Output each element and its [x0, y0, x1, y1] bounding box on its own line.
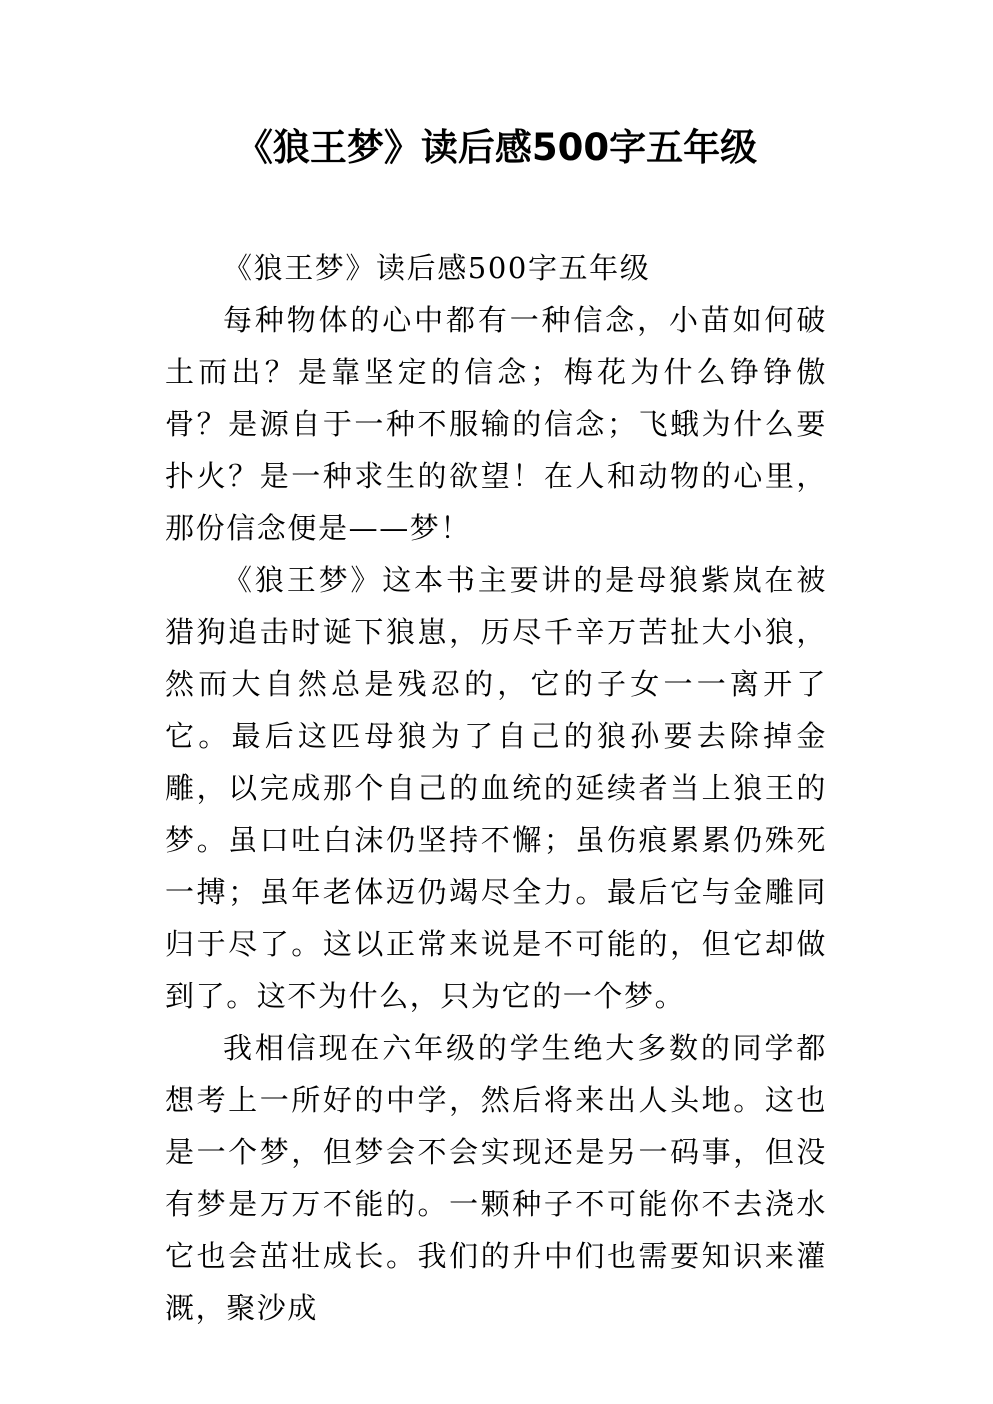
paragraph-intro: 每种物体的心中都有一种信念，小苗如何破土而出？是靠坚定的信念；梅花为什么铮铮傲骨？是源自于一种不服输的信念；飞蛾为什么要扑火？是一种求生的欲望！在人和动物的心里，那份信念便是——梦！	[165, 303, 827, 545]
paragraph-reflection: 我相信现在六年级的学生绝大多数的同学都想考上一所好的中学，然后将来出人头地。这也是一个梦，但梦会不会实现还是另一码事，但没有梦是万万不能的。一颗种子不可能你不去浇水它也会茁壮成长。我们的升中们也需要知识来灌溉，聚沙成	[165, 1031, 827, 1325]
paragraph-summary: 《狼王梦》这本书主要讲的是母狼紫岚在被猎狗追击时诞下狼崽，历尽千辛万苦扯大小狼，然而大自然总是残忍的，它的子女一一离开了它。最后这匹母狼为了自己的狼孙要去除掉金雕，以完成那个自己的血统的延续者当上狼王的梦。虽口吐白沫仍坚持不懈；虽伤痕累累仍殊死一搏；虽年老体迈仍竭尽全力。最后它与金雕同归于尽了。这以正常来说是不可能的，但它却做到了。这不为什么，只为它的一个梦。	[165, 563, 827, 1013]
document-title: 《狼王梦》读后感500字五年级	[235, 126, 758, 169]
document-body	[165, 242, 827, 1334]
paragraph-subtitle: 《狼王梦》读后感500字五年级	[223, 251, 651, 285]
